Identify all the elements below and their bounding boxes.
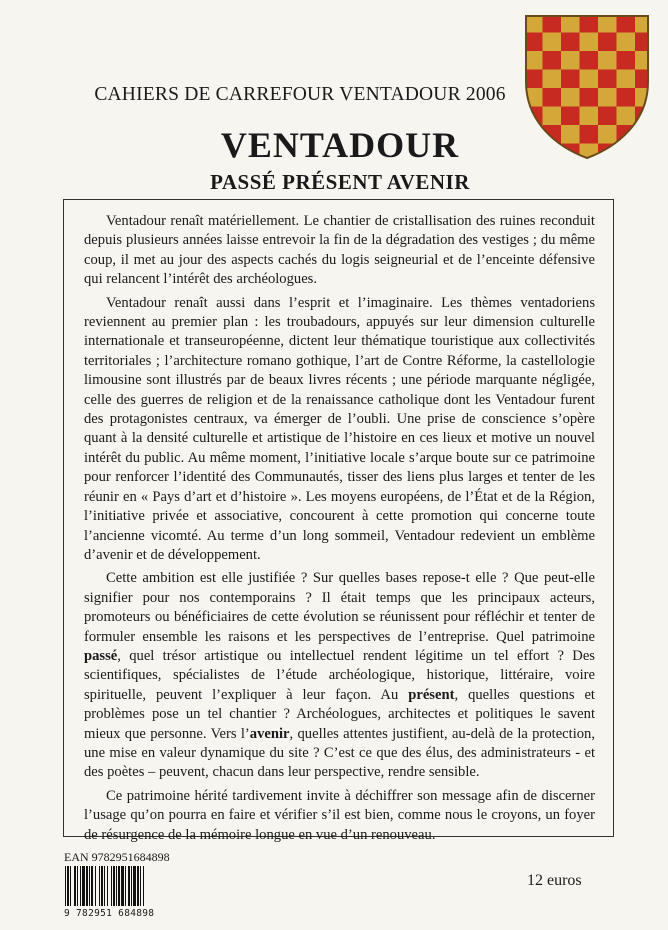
book-title: VENTADOUR (220, 125, 460, 165)
barcode-icon (64, 866, 182, 906)
keyword-present: présent (408, 686, 455, 703)
keyword-passe: passé (84, 647, 118, 664)
paragraph-4: Ce patrimoine hérité tardivement invite à déchiffrer son message afin de discerner l’usage qu’on pourra en faire et vérifier s’il est bien, comme nous le croyons, un foyer de résurgence de la mémoire longue en vue d’un renouveau. (84, 787, 595, 843)
paragraph-3-part-b: , quel trésor artistique ou intellectuel rendent légitime un tel effort ? Des scientifiques, spécialistes de l’étude archéologique, historique, littéraire, voire spirituelle, peuvent l’expliquer à leur façon. Au (84, 647, 595, 703)
barcode-digits: 9 782951 684898 (64, 908, 155, 919)
ean-label: EAN 9782951684898 (64, 850, 170, 864)
paragraph-2: Ventadour renaît aussi dans l’esprit et l’imaginaire. Les thèmes ventadoriens reviennent au premier plan : les troubadours, appuyés sur leur dimension culturelle internationale et transeuropéenne, dictent leur thématique touristique aux collectivités territoriales ; l’architecture romano gothique, l’art de Contre Réforme, la castellologie limousine sont illustrés par de beaux livres récents ; une période marquante négligée, celle des guerres de religion et de la renaissance catholique dont les Ventadour furent des protagonistes centraux, va émerger de l’oubli. Une prise de conscience s’opère quant à la densité culturelle et artistique de l’histoire en ces lieux et motive un nouvel intérêt du public. Au même moment, l’initiative locale s’arque boute sur ce patrimoine pour renforcer l’identité des Communautés, tisser des liens plus larges et tenter de les réunir en « Pays d’art et d’histoire ». Les moyens européens, de l’État et de la Région, l’initiative privée et associative, concourent à cette promotion qui concerne toute l’ancienne vicomté. Au terme d’un long sommeil, Ventadour redevient un emblème d’avenir et de développement. (84, 294, 595, 563)
paragraph-3-part-d: , quelles attentes justifient, au-delà de la protection, une mise en valeur dynamique du site ? C’est ce que des élus, des administrateurs - et des poètes – peuvent, chacun dans leur perspective, rendre sensible. (84, 725, 595, 781)
summary-text-box (63, 199, 614, 843)
paragraph-3-part-a: Cette ambition est elle justifiée ? Sur quelles bases repose-t elle ? Que peut-elle signifier pour nos contemporains ? Il était temps que les principaux acteurs, promoteurs ou bénéficiaires de cette évolution se réunissent pour réfléchir et tenter de formuler ensemble les raisons et les perspectives de l’entreprise. Quel patrimoine (84, 570, 595, 645)
keyword-avenir: avenir (249, 725, 290, 742)
paragraph-3-part-c: , quelles questions et problèmes pose un tel chantier ? Archéologues, architectes et politiques le savent mieux que personne. Vers l’ (84, 686, 595, 742)
series-title: CAHIERS DE CARREFOUR VENTADOUR 2006 (94, 84, 506, 105)
paragraph-1: Ventadour renaît matériellement. Le chantier de cristallisation des ruines reconduit depuis plusieurs années laisse entrevoir la fin de la dégradation des vestiges ; du même coup, il met au jour des aspects cachés du logis seigneurial et de l’enceinte défensive qui relancent l’intérêt des archéologues. (84, 213, 595, 288)
paragraph-3 (84, 569, 595, 782)
book-subtitle: PASSÉ PRÉSENT AVENIR (210, 170, 470, 194)
price: 12 euros (527, 872, 582, 889)
